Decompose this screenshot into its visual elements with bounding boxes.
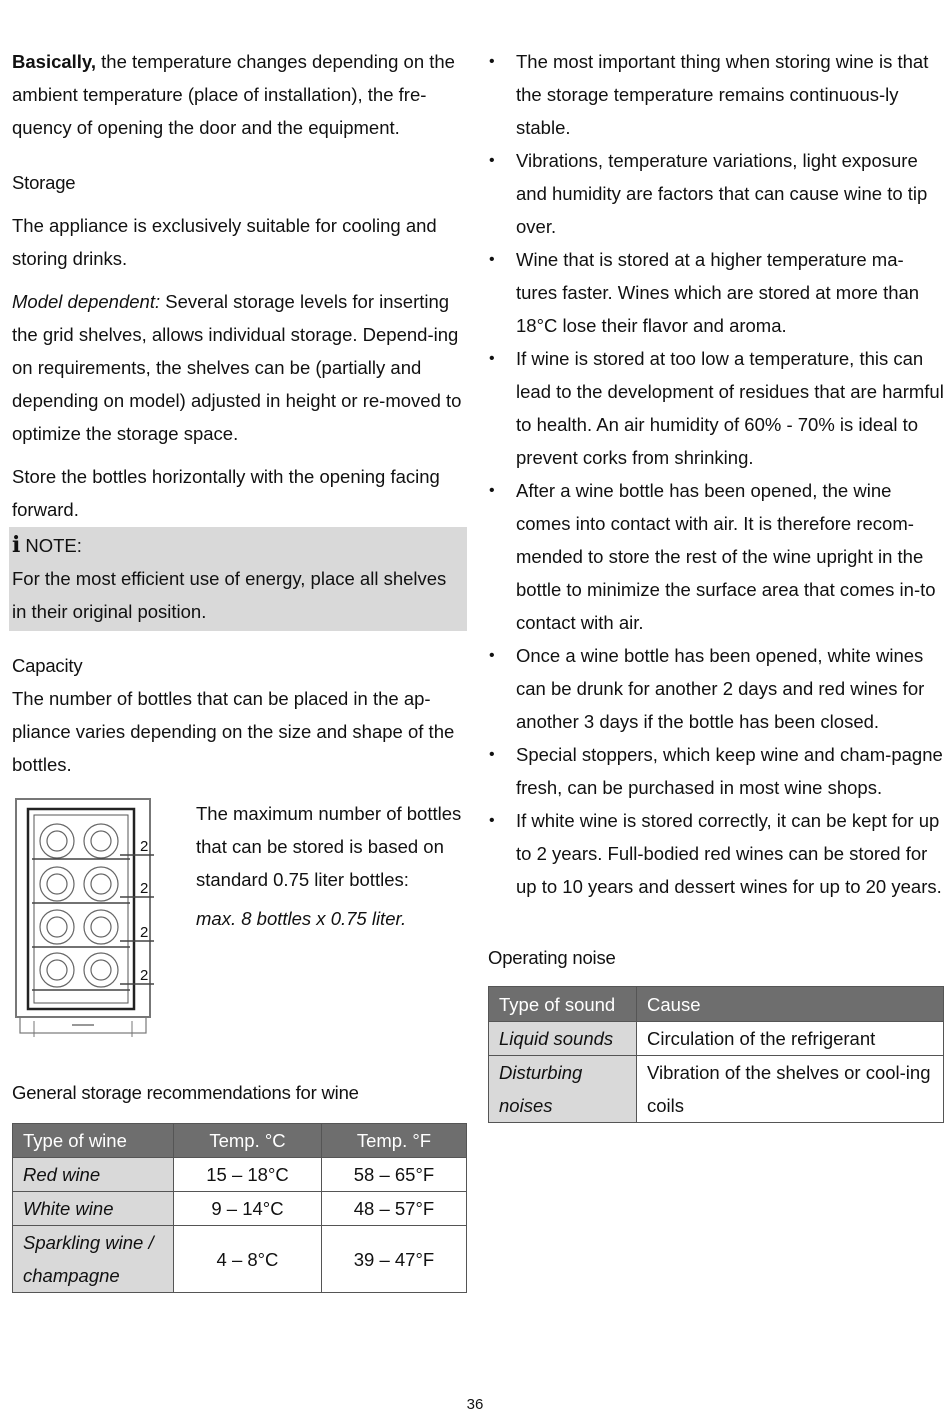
list-item: • If wine is stored at too low a temperature, this can lead to the development of residues that are harmful to health. An air humidity of 60% - 70% is ideal to prevent corks from shrinking. bbox=[488, 342, 944, 474]
table-row bbox=[489, 1056, 944, 1123]
table-row bbox=[13, 1158, 467, 1192]
temp-f-cell: 39 – 47°F bbox=[321, 1226, 466, 1293]
list-item: • Wine that is stored at a higher temperature ma-tures faster. Wines which are stored at more than 18°C lose their flavor and aroma. bbox=[488, 243, 944, 342]
intro-text: the temperature changes depending on the ambient temperature (place of installation), the fre-quency of opening the door and the equipment. bbox=[12, 51, 455, 138]
temp-f-cell: 48 – 57°F bbox=[321, 1192, 466, 1226]
sound-type-cell: Liquid sounds bbox=[489, 1022, 637, 1056]
model-dependent-label: Model dependent: bbox=[12, 291, 161, 312]
wine-type-cell: Sparkling wine / champagne bbox=[13, 1226, 174, 1293]
list-item: • The most important thing when storing wine is that the storage temperature remains continuous-ly stable. bbox=[488, 45, 944, 144]
cause-cell: Circulation of the refrigerant bbox=[637, 1022, 944, 1056]
header-temp-f: Temp. °F bbox=[321, 1124, 466, 1158]
table-header-row bbox=[13, 1124, 467, 1158]
note-text: For the most efficient use of energy, place all shelves in their original position. bbox=[12, 568, 447, 622]
cause-cell: Vibration of the shelves or cool-ing coils bbox=[637, 1056, 944, 1123]
sound-type-cell: Disturbing noises bbox=[489, 1056, 637, 1123]
wine-tips-list bbox=[488, 45, 944, 903]
table-row bbox=[13, 1192, 467, 1226]
shelf-count-2: 2 bbox=[140, 880, 149, 897]
header-type-of-wine: Type of wine bbox=[13, 1124, 174, 1158]
storage-paragraph-2 bbox=[12, 285, 467, 450]
header-cause: Cause bbox=[637, 987, 944, 1022]
list-item: • Vibrations, temperature variations, light exposure and humidity are factors that can cause wine to tip over. bbox=[488, 144, 944, 243]
capacity-max-description: The maximum number of bottles that can be stored is based on standard 0.75 liter bottles: bbox=[196, 803, 462, 890]
wine-storage-table bbox=[12, 1123, 467, 1293]
left-column bbox=[12, 45, 467, 1293]
capacity-section bbox=[12, 797, 467, 1042]
list-item: • Once a wine bottle has been opened, white wines can be drunk for another 2 days and red wines for another 3 days if the bottle has been closed. bbox=[488, 639, 944, 738]
header-type-of-sound: Type of sound bbox=[489, 987, 637, 1022]
bottle-grid bbox=[40, 824, 118, 987]
capacity-max-value bbox=[196, 902, 467, 935]
storage-heading: Storage bbox=[12, 172, 76, 193]
page-number: 36 bbox=[466, 1396, 484, 1413]
capacity-heading: Capacity bbox=[12, 655, 83, 676]
temp-f-cell: 58 – 65°F bbox=[321, 1158, 466, 1192]
storage-paragraph-3: Store the bottles horizontally with the opening facing forward. bbox=[12, 466, 440, 520]
storage-paragraph-1: The appliance is exclusively suitable for cooling and storing drinks. bbox=[12, 215, 437, 269]
temp-c-cell: 9 – 14°C bbox=[174, 1192, 322, 1226]
wine-type-cell: Red wine bbox=[13, 1158, 174, 1192]
note-title-row bbox=[12, 529, 464, 562]
table-row bbox=[13, 1226, 467, 1293]
list-item: • Special stoppers, which keep wine and cham-pagne fresh, can be purchased in most wine shops. bbox=[488, 738, 944, 804]
note-title: NOTE: bbox=[25, 535, 82, 556]
info-icon: i bbox=[12, 532, 21, 558]
operating-noise-heading: Operating noise bbox=[488, 947, 616, 968]
shelf-count-3: 2 bbox=[140, 924, 149, 941]
capacity-max-italic: max. 8 bottles x 0.75 liter. bbox=[196, 908, 407, 929]
capacity-paragraph: The number of bottles that can be placed in the ap-pliance varies depending on the size and shape of the bottles. bbox=[12, 688, 455, 775]
wine-cabinet-illustration bbox=[12, 797, 162, 1042]
storage-paragraph-2-text: Several storage levels for inserting the grid shelves, allows individual storage. Depend-ing on requirements, the shelves can be (partially and depending on model) adjusted in height or re-moved to optimize the storage space. bbox=[12, 291, 462, 444]
intro-paragraph bbox=[12, 45, 467, 144]
shelf-count-1: 2 bbox=[140, 838, 149, 855]
header-temp-c: Temp. °C bbox=[174, 1124, 322, 1158]
table-header-row bbox=[489, 987, 944, 1022]
note-box bbox=[9, 527, 467, 631]
intro-bold: Basically, bbox=[12, 51, 96, 72]
operating-noise-table bbox=[488, 986, 944, 1123]
temp-c-cell: 4 – 8°C bbox=[174, 1226, 322, 1293]
table-row bbox=[489, 1022, 944, 1056]
shelf-count-4: 2 bbox=[140, 967, 149, 984]
capacity-side-text bbox=[196, 797, 467, 1042]
list-item: • If white wine is stored correctly, it can be kept for up to 2 years. Full-bodied red wines can be stored for up to 10 years and dessert wines for up to 20 years. bbox=[488, 804, 944, 903]
wine-type-cell: White wine bbox=[13, 1192, 174, 1226]
right-column bbox=[488, 45, 944, 1123]
list-item: • After a wine bottle has been opened, the wine comes into contact with air. It is therefore recom-mended to store the rest of the wine upright in the bottle to minimize the surface area that comes in-to contact with air. bbox=[488, 474, 944, 639]
temp-c-cell: 15 – 18°C bbox=[174, 1158, 322, 1192]
wine-table-title: General storage recommendations for wine bbox=[12, 1082, 359, 1103]
